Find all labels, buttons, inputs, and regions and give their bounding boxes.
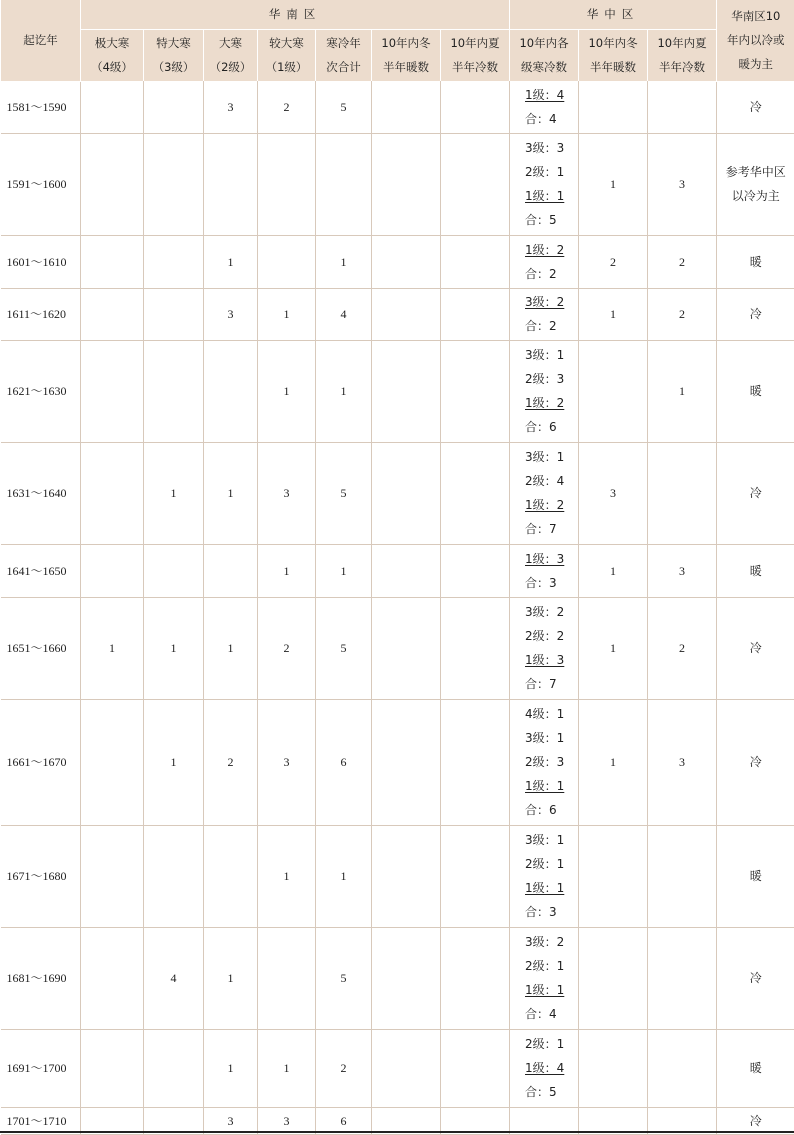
total-cell: 1 [316,340,372,442]
level3-cell [144,1029,204,1107]
south-cold-cell [441,597,510,699]
total-cell: 6 [316,1107,372,1134]
level-count-line: 1级：4 [510,1056,578,1080]
summary-cell: 冷 [717,1107,794,1134]
south-warm-cell [372,927,441,1029]
levels-cell [510,235,579,288]
central-warm-cell [579,340,648,442]
summary-cell: 冷 [717,699,794,825]
central-warm-cell: 2 [579,235,648,288]
level-count-line: 1级：1 [510,774,578,798]
level-count-line: 1级：4 [510,83,578,107]
range-cell: 1611～1620 [1,288,81,340]
south-cold-cell [441,1029,510,1107]
table-row [1,133,794,235]
level2-cell [204,133,258,235]
table-row [1,288,794,340]
central-warm-cell: 1 [579,544,648,597]
table-body [1,81,794,1134]
central-warm-cell: 1 [579,699,648,825]
south-cold-cell [441,81,510,133]
table-row [1,1029,794,1107]
level2-cell: 1 [204,597,258,699]
table-row [1,235,794,288]
summary-cell: 暖 [717,340,794,442]
level-count-line: 2级：1 [510,1032,578,1056]
central-warm-cell: 1 [579,133,648,235]
range-cell: 1681～1690 [1,927,81,1029]
range-cell: 1671～1680 [1,825,81,927]
levels-cell [510,81,579,133]
total-cell: 5 [316,81,372,133]
level-count-line: 2级：3 [510,367,578,391]
central-col-header: 10年内夏 半年冷数 [648,29,717,81]
level1-cell: 1 [258,288,316,340]
level3-cell [144,544,204,597]
level3-cell [144,235,204,288]
central-warm-cell: 3 [579,442,648,544]
central-col-header: 10年内各 级寒冷数 [510,29,579,81]
summary-cell: 冷 [717,81,794,133]
level1-cell: 3 [258,1107,316,1134]
level2-cell [204,544,258,597]
range-cell: 1631～1640 [1,442,81,544]
level3-cell: 1 [144,442,204,544]
level-count-line: 合：3 [510,571,578,595]
levels-cell [510,442,579,544]
central-warm-cell [579,1107,648,1134]
level-count-line: 3级：1 [510,726,578,750]
level-count-line: 3级：2 [510,290,578,314]
level1-cell [258,133,316,235]
level2-cell: 1 [204,442,258,544]
total-cell [316,133,372,235]
level-count-line: 合：7 [510,672,578,696]
summary-cell: 冷 [717,597,794,699]
table-row [1,825,794,927]
level-count-line: 合：2 [510,314,578,338]
level-count-line: 1级：2 [510,238,578,262]
level1-cell: 1 [258,544,316,597]
level-count-line: 1级：3 [510,547,578,571]
level1-cell: 3 [258,442,316,544]
total-cell: 5 [316,927,372,1029]
level1-cell [258,235,316,288]
table-row [1,81,794,133]
level-count-line: 合：6 [510,415,578,439]
level2-cell: 1 [204,235,258,288]
level4-cell [81,1107,144,1134]
central-group-header: 华中区 [510,0,717,29]
levels-cell [510,133,579,235]
level1-cell [258,927,316,1029]
south-warm-cell [372,544,441,597]
central-warm-cell: 1 [579,288,648,340]
south-cold-cell [441,1107,510,1134]
central-warm-cell [579,81,648,133]
level-count-line: 4级：1 [510,702,578,726]
level-count-line: 合：6 [510,798,578,822]
level1-cell: 1 [258,825,316,927]
level3-cell: 1 [144,699,204,825]
total-cell: 6 [316,699,372,825]
summary-cell: 冷 [717,927,794,1029]
level-count-line: 2级：3 [510,750,578,774]
central-warm-cell [579,1029,648,1107]
summary-cell: 冷 [717,288,794,340]
south-col-header: 10年内夏 半年冷数 [441,29,510,81]
level1-cell: 1 [258,340,316,442]
level-count-line: 1级：1 [510,876,578,900]
levels-cell [510,340,579,442]
level3-cell: 1 [144,597,204,699]
summary-column-header: 华南区10 年内以冷或 暖为主 [717,0,794,81]
table-row [1,927,794,1029]
range-cell: 1581～1590 [1,81,81,133]
level4-cell [81,825,144,927]
level4-cell [81,235,144,288]
level-count-line: 1级：2 [510,391,578,415]
south-warm-cell [372,133,441,235]
level-count-line: 合：4 [510,1002,578,1026]
level-count-line: 3级：2 [510,600,578,624]
level2-cell: 3 [204,81,258,133]
south-cold-cell [441,340,510,442]
table-header [1,0,794,81]
south-col-header: 特大寒 （3级） [144,29,204,81]
summary-cell: 暖 [717,544,794,597]
south-warm-cell [372,825,441,927]
south-group-header: 华南区 [81,0,510,29]
central-cold-cell: 2 [648,597,717,699]
central-cold-cell [648,442,717,544]
south-col-header: 大寒 （2级） [204,29,258,81]
central-cold-cell: 2 [648,288,717,340]
table-row [1,544,794,597]
level1-cell: 2 [258,597,316,699]
levels-cell [510,825,579,927]
table-row [1,442,794,544]
summary-cell: 暖 [717,235,794,288]
level-count-line: 1级：1 [510,978,578,1002]
central-warm-cell [579,927,648,1029]
south-cold-cell [441,133,510,235]
level2-cell [204,825,258,927]
table-row [1,597,794,699]
levels-cell [510,544,579,597]
summary-cell: 暖 [717,825,794,927]
levels-cell [510,288,579,340]
south-col-header: 极大寒 （4级） [81,29,144,81]
level-count-line: 合：3 [510,900,578,924]
levels-cell [510,597,579,699]
level3-cell [144,825,204,927]
south-warm-cell [372,1107,441,1134]
level-count-line: 合：2 [510,262,578,286]
levels-cell [510,927,579,1029]
range-cell: 1691～1700 [1,1029,81,1107]
range-cell: 1651～1660 [1,597,81,699]
south-warm-cell [372,597,441,699]
south-warm-cell [372,81,441,133]
level1-cell: 2 [258,81,316,133]
level-count-line: 1级：2 [510,493,578,517]
level4-cell [81,699,144,825]
level3-cell [144,288,204,340]
total-cell: 5 [316,442,372,544]
level4-cell [81,340,144,442]
level-count-line: 合：4 [510,107,578,131]
total-cell: 1 [316,235,372,288]
level-count-line: 合：5 [510,208,578,232]
level3-cell: 4 [144,927,204,1029]
central-cold-cell [648,927,717,1029]
level3-cell [144,1107,204,1134]
central-cold-cell [648,1029,717,1107]
level-count-line: 1级：1 [510,184,578,208]
central-cold-cell [648,1107,717,1134]
level2-cell: 3 [204,288,258,340]
total-cell: 5 [316,597,372,699]
level4-cell [81,133,144,235]
level-count-line: 2级：1 [510,954,578,978]
south-cold-cell [441,825,510,927]
level-count-line: 合：7 [510,517,578,541]
summary-cell: 参考华中区 以冷为主 [717,133,794,235]
level1-cell: 3 [258,699,316,825]
level2-cell [204,340,258,442]
level-count-line: 2级：2 [510,624,578,648]
level-count-line: 3级：1 [510,445,578,469]
level-count-line: 3级：3 [510,136,578,160]
total-cell: 1 [316,825,372,927]
south-warm-cell [372,1029,441,1107]
range-cell: 1601～1610 [1,235,81,288]
level1-cell: 1 [258,1029,316,1107]
level3-cell [144,340,204,442]
level-count-line: 1级：3 [510,648,578,672]
levels-cell [510,1107,579,1134]
level4-cell [81,288,144,340]
level2-cell: 3 [204,1107,258,1134]
south-warm-cell [372,235,441,288]
level-count-line: 3级：1 [510,828,578,852]
table-row [1,340,794,442]
south-cold-cell [441,288,510,340]
range-cell: 1591～1600 [1,133,81,235]
south-cold-cell [441,442,510,544]
central-cold-cell: 1 [648,340,717,442]
levels-cell [510,699,579,825]
level4-cell [81,927,144,1029]
total-cell: 4 [316,288,372,340]
level-count-line: 2级：1 [510,852,578,876]
south-cold-cell [441,544,510,597]
range-column-header: 起讫年 [1,0,81,81]
level-count-line: 2级：1 [510,160,578,184]
level4-cell [81,442,144,544]
level4-cell: 1 [81,597,144,699]
table-row [1,1107,794,1134]
central-cold-cell: 3 [648,544,717,597]
level2-cell: 1 [204,1029,258,1107]
south-warm-cell [372,442,441,544]
range-cell: 1701～1710 [1,1107,81,1134]
level3-cell [144,81,204,133]
central-col-header: 10年内冬 半年暖数 [579,29,648,81]
level4-cell [81,81,144,133]
level-count-line: 合：5 [510,1080,578,1104]
central-warm-cell: 1 [579,597,648,699]
central-cold-cell: 3 [648,699,717,825]
level3-cell [144,133,204,235]
level4-cell [81,544,144,597]
table-row [1,699,794,825]
south-col-header: 较大寒 （1级） [258,29,316,81]
south-warm-cell [372,340,441,442]
level2-cell: 1 [204,927,258,1029]
south-cold-cell [441,927,510,1029]
total-cell: 1 [316,544,372,597]
range-cell: 1621～1630 [1,340,81,442]
central-cold-cell [648,81,717,133]
south-col-header: 寒冷年 次合计 [316,29,372,81]
level2-cell: 2 [204,699,258,825]
level-count-line: 2级：4 [510,469,578,493]
central-cold-cell: 3 [648,133,717,235]
south-warm-cell [372,699,441,825]
central-cold-cell: 2 [648,235,717,288]
central-cold-cell [648,825,717,927]
levels-cell [510,1029,579,1107]
south-cold-cell [441,699,510,825]
level-count-line: 3级：1 [510,343,578,367]
south-col-header: 10年内冬 半年暖数 [372,29,441,81]
summary-cell: 冷 [717,442,794,544]
central-warm-cell [579,825,648,927]
range-cell: 1641～1650 [1,544,81,597]
summary-cell: 暖 [717,1029,794,1107]
level-count-line: 3级：2 [510,930,578,954]
range-cell: 1661～1670 [1,699,81,825]
south-cold-cell [441,235,510,288]
south-warm-cell [372,288,441,340]
total-cell: 2 [316,1029,372,1107]
level4-cell [81,1029,144,1107]
